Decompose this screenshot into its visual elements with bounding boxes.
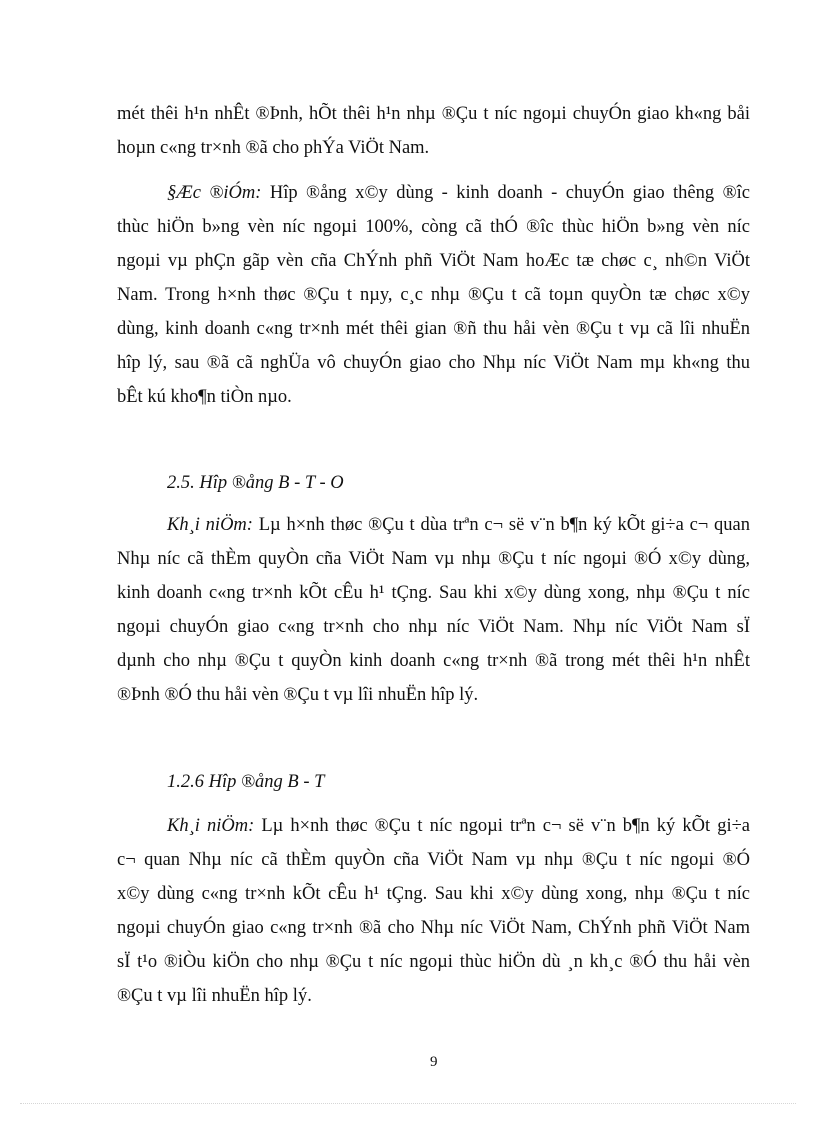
text-line: ®Þnh ®Ó thu håi vèn ®Çu t vµ lîi nhuËn hîp lý. — [117, 685, 479, 705]
term-label: Kh¸i niÖm: — [167, 515, 253, 535]
text-line: ngoµi chuyÓn giao c«ng tr×nh cho nhµ níc ViÖt Nam. Nhµ níc ViÖt Nam sÏ — [117, 617, 750, 637]
text-line: dµnh cho nhµ ®Çu t quyÒn kinh doanh c«ng tr×nh ®ã trong mét thêi h¹n nhÊt — [117, 651, 750, 671]
paragraph-intro — [117, 97, 750, 165]
paragraph-bt-concept — [117, 809, 750, 1013]
text-line: x©y dùng c«ng tr×nh kÕt cÊu h¹ tÇng. Sau khi x©y dùng xong, nhµ ®Çu t níc — [117, 884, 750, 904]
term-label: Kh¸i niÖm: — [167, 816, 255, 836]
text-line: hîp lý, sau ®ã cã nghÜa vô chuyÓn giao cho Nhµ níc ViÖt Nam mµ kh«ng thu — [117, 353, 750, 373]
text-line: Nam. Trong h×nh thøc ®Çu t nµy, c¸c nhµ ®Çu t cã toµn quyÒn tæ chøc x©y — [117, 285, 750, 305]
text-line: hoµn c«ng tr×nh ®ã cho phÝa ViÖt Nam. — [117, 138, 430, 158]
text-line: c¬ quan Nhµ níc cã thÈm quyÒn cña ViÖt Nam vµ nhµ ®Çu t níc ngoµi ®Ó — [117, 850, 750, 870]
text-line — [117, 176, 750, 210]
text-line: bÊt kú kho¶n tiÒn nµo. — [117, 387, 292, 407]
text-span: Lµ h×nh thøc ®Çu t dùa trªn c¬ së v¨n b¶n ký kÕt gi÷a c¬ quan — [252, 515, 750, 535]
text-line: kinh doanh c«ng tr×nh kÕt cÊu h¹ tÇng. Sau khi x©y dùng xong, nhµ ®Çu t níc — [117, 583, 750, 603]
text-span: Lµ h×nh thøc ®Çu t níc ngoµi trªn c¬ së v¨n b¶n ký kÕt gi÷a — [254, 816, 750, 836]
text-line: dùng, kinh doanh c«ng tr×nh mét thêi gian ®ñ thu håi vèn ®Çu t vµ cã lîi nhuËn — [117, 319, 750, 339]
paragraph-bto-concept — [117, 508, 750, 712]
page-number: 9 — [430, 1054, 438, 1070]
section-heading-bto: 2.5. Hîp ®ång B - T - O — [167, 473, 344, 493]
text-line — [117, 809, 750, 843]
text-line: sÏ t¹o ®iÒu kiÖn cho nhµ ®Çu t níc ngoµi thùc hiÖn dù ¸n kh¸c ®Ó thu håi vèn — [117, 952, 750, 972]
text-line: thùc hiÖn b»ng vèn níc ngoµi 100%, còng cã thÓ ®îc thùc hiÖn b»ng vèn níc — [117, 217, 750, 237]
text-line: ngoµi vµ phÇn gãp vèn cña ChÝnh phñ ViÖt Nam hoÆc tæ chøc c¸ nh©n ViÖt — [117, 251, 750, 271]
text-span: Hîp ®ång x©y dùng - kinh doanh - chuyÓn giao thêng ®îc — [261, 183, 750, 203]
section-heading-bt: 1.2.6 Hîp ®ång B - T — [167, 772, 325, 792]
page-divider — [20, 1103, 796, 1104]
paragraph-characteristics — [117, 176, 750, 414]
text-line: ®Çu t vµ lîi nhuËn hîp lý. — [117, 986, 312, 1006]
text-line: mét thêi h¹n nhÊt ®Þnh, hÕt thêi h¹n nhµ ®Çu t níc ngoµi chuyÓn giao kh«ng båi — [117, 104, 750, 124]
text-line: Nhµ níc cã thÈm quyÒn cña ViÖt Nam vµ nhµ ®Çu t níc ngoµi ®Ó x©y dùng, — [117, 549, 750, 569]
text-line: ngoµi chuyÓn giao c«ng tr×nh ®ã cho Nhµ níc ViÖt Nam, ChÝnh phñ ViÖt Nam — [117, 918, 750, 938]
text-line — [117, 508, 750, 542]
term-label: §Æc ®iÓm: — [167, 183, 262, 203]
